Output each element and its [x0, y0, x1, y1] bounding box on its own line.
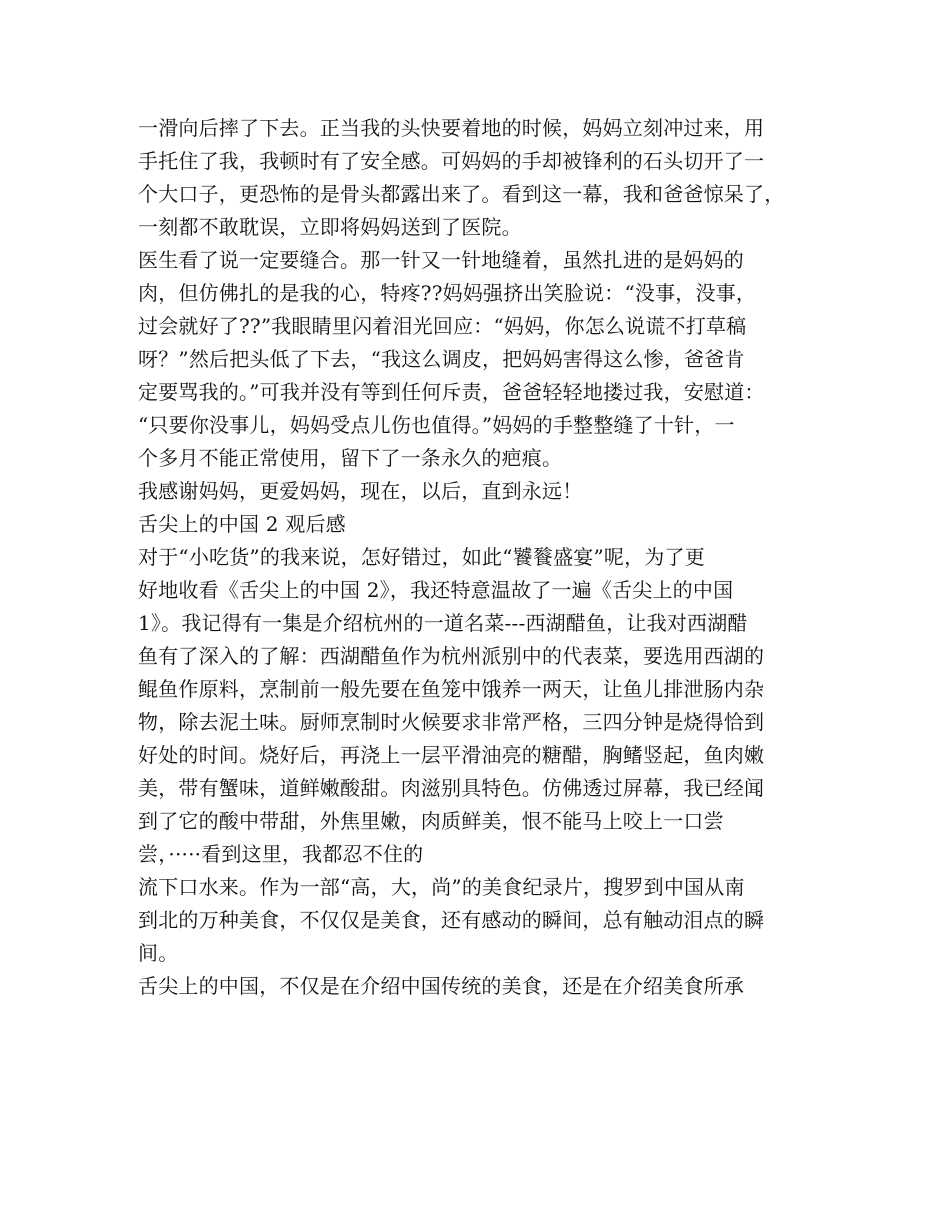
text-line: 手托住了我，我顿时有了安全感。可妈妈的手却被锋利的石头切开了一 — [138, 149, 765, 173]
text-line: “只要你没事儿，妈妈受点儿伤也值得。”妈妈的手整整缝了十针，一 — [138, 413, 735, 437]
text-line: 一滑向后摔了下去。正当我的头快要着地的时候，妈妈立刻冲过来，用 — [138, 116, 765, 140]
text-line: 好地收看《舌尖上的中国 2》，我还特意温故了一遍《舌尖上的中国 — [138, 578, 734, 602]
text-line: 肉，但仿佛扎的是我的心，特疼??妈妈强挤出笑脸说：“没事，没事， — [138, 281, 757, 305]
text-line: 流下口水来。作为一部“高，大，尚”的美食纪录片，搜罗到中国从南 — [138, 875, 745, 899]
text-line: 1》。我记得有一集是介绍杭州的一道名菜---西湖醋鱼，让我对西湖醋 — [138, 611, 748, 635]
text-line: 到了它的酸中带甜，外焦里嫩，肉质鲜美，恨不能马上咬上一口尝 — [138, 809, 724, 833]
document-body — [138, 112, 828, 1003]
text-line: 过会就好了??”我眼睛里闪着泪光回应：“妈妈，你怎么说谎不打草稿 — [138, 314, 747, 338]
text-line: 个大口子，更恐怖的是骨头都露出来了。看到这一幕，我和爸爸惊呆了， — [138, 182, 785, 206]
text-line: 好处的时间。烧好后，再浇上一层平滑油亮的糖醋，胸鳍竖起，鱼肉嫩 — [138, 743, 765, 767]
text-line: 医生看了说一定要缝合。那一针又一针地缝着，虽然扎进的是妈妈的 — [138, 248, 744, 272]
text-line: 舌尖上的中国，不仅是在介绍中国传统的美食，还是在介绍美食所承 — [138, 974, 744, 998]
text-line: 鱼有了深入的了解：西湖醋鱼作为杭州派别中的代表菜，要选用西湖的 — [138, 644, 765, 668]
text-line: 间。 — [138, 941, 179, 965]
text-line: 个多月不能正常使用，留下了一条永久的疤痕。 — [138, 446, 563, 470]
text-line: 美，带有蟹味，道鲜嫩酸甜。肉滋别具特色。仿佛透过屏幕，我已经闻 — [138, 776, 765, 800]
text-line: 呀？”然后把头低了下去，“我这么调皮，把妈妈害得这么惨，爸爸肯 — [138, 347, 745, 371]
text-line: 鲲鱼作原料，烹制前一般先要在鱼笼中饿养一两天，让鱼儿排泄肠内杂 — [138, 677, 765, 701]
text-line: 物，除去泥土味。厨师烹制时火候要求非常严格，三四分钟是烧得恰到 — [138, 710, 765, 734]
text-line: 定要骂我的。”可我并没有等到任何斥责，爸爸轻轻地搂过我，安慰道： — [138, 380, 765, 404]
text-line: 一刻都不敢耽误，立即将妈妈送到了医院。 — [138, 215, 522, 239]
text-line: 对于“小吃货”的我来说，怎好错过，如此“饕餮盛宴”呢，为了更 — [138, 545, 705, 569]
text-line: 到北的万种美食，不仅仅是美食，还有感动的瞬间，总有触动泪点的瞬 — [138, 908, 765, 932]
text-line: 我感谢妈妈，更爱妈妈，现在，以后，直到永远！ — [138, 479, 583, 503]
text-line: 尝，·····看到这里，我都忍不住的 — [138, 842, 424, 866]
section-title: 舌尖上的中国 2 观后感 — [138, 512, 346, 536]
